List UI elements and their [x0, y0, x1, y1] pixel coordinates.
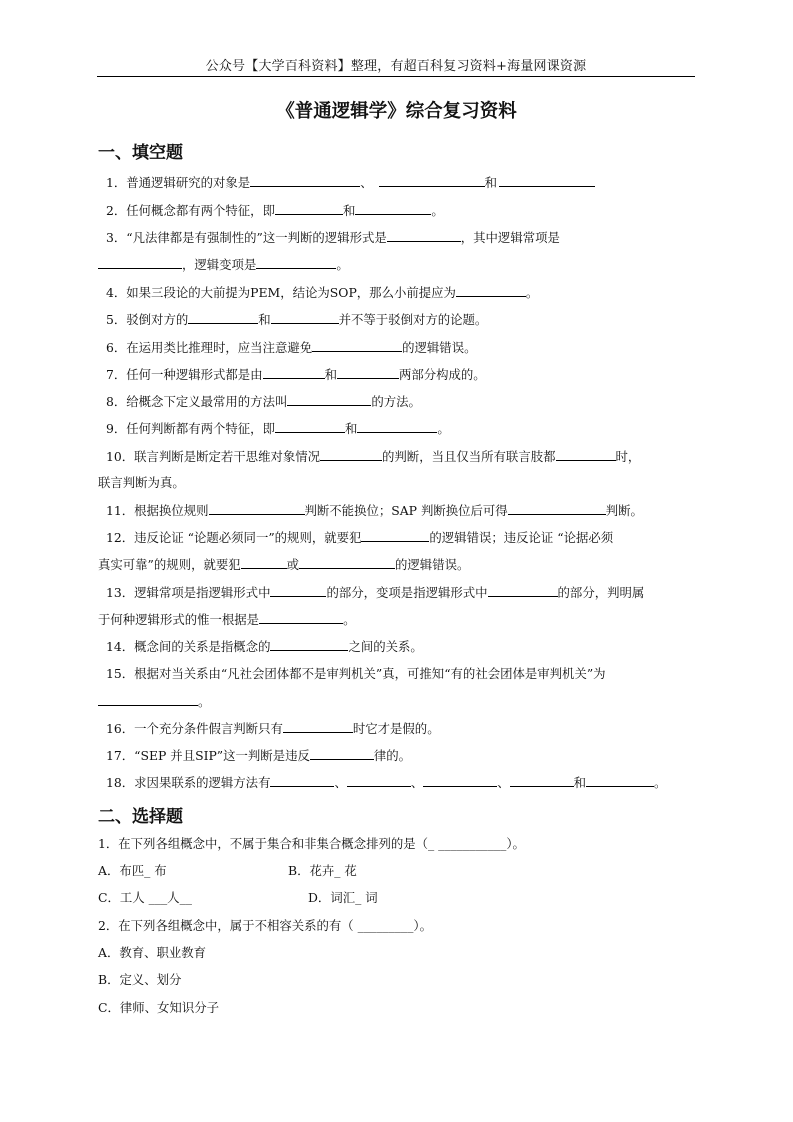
fill-question-9: 9．任何判断都有两个特征，即 和 。	[106, 421, 450, 436]
fill-question-13: 13．逻辑常项是指逻辑形式中 的部分，变项是指逻辑形式中 的部分，判明属	[106, 585, 645, 600]
answer-blank	[499, 174, 595, 187]
choice-question-1: 1．在下列各组概念中，不属于集合和非集合概念排列的是（_ ___________）。	[98, 836, 525, 851]
document-title: 《普通逻辑学》综合复习资料	[276, 101, 517, 122]
answer-blank	[320, 448, 382, 461]
answer-blank	[312, 339, 402, 352]
answer-blank	[209, 502, 305, 515]
section-heading-fill: 一、填空题	[98, 143, 183, 163]
fill-question-15: 15．根据对当关系由“凡社会团体都不是审判机关”真，可推知“有的社会团体是审判机关”为	[106, 666, 606, 681]
answer-blank	[270, 774, 334, 787]
fill-question-5: 5．驳倒对方的 和 并不等于驳倒对方的论题。	[106, 312, 488, 327]
fill-question-6: 6．在运用类比推理时，应当注意避免 的逻辑错误。	[106, 340, 477, 355]
answer-blank	[188, 311, 258, 324]
option-c: C．工人 ___人__	[98, 890, 192, 905]
answer-blank	[270, 584, 326, 597]
answer-blank	[355, 202, 431, 215]
answer-blank	[361, 529, 429, 542]
option-c: C．律师、女知识分子	[98, 1000, 219, 1015]
answer-blank	[423, 774, 497, 787]
answer-blank	[256, 256, 336, 269]
answer-blank	[287, 393, 371, 406]
fill-question-7: 7．任何一种逻辑形式都是由 和 两部分构成的。	[106, 367, 486, 382]
fill-question-15-cont: 。	[98, 693, 696, 710]
answer-blank	[98, 256, 182, 269]
choice-question-2: 2．在下列各组概念中，属于不相容关系的有（ _________）。	[98, 918, 432, 933]
answer-blank	[271, 311, 339, 324]
fill-question-18: 18．求因果联系的逻辑方法有 、 、 、 和 。	[106, 775, 667, 790]
answer-blank	[310, 747, 374, 760]
option-d: D．词汇_ 词	[308, 890, 378, 905]
answer-blank	[357, 420, 437, 433]
answer-blank	[299, 556, 395, 569]
answer-blank	[263, 366, 325, 379]
answer-blank	[98, 693, 198, 706]
fill-question-3-cont: ，逻辑变项是 。	[98, 256, 696, 273]
fill-question-13-cont: 于何种逻辑形式的惟一根据是 。	[98, 612, 356, 627]
answer-blank	[510, 774, 574, 787]
answer-blank	[556, 448, 616, 461]
fill-question-11: 11．根据换位规则 判断不能换位；SAP 判断换位后可得 判断。	[106, 503, 643, 518]
fill-question-8: 8．给概念下定义最常用的方法叫 的方法。	[106, 394, 421, 409]
answer-blank	[283, 720, 353, 733]
answer-blank	[456, 284, 526, 297]
fill-question-12-cont: 真实可靠”的规则，就要犯 或 的逻辑错误。	[98, 557, 470, 572]
answer-blank	[508, 502, 606, 515]
fill-question-16: 16．一个充分条件假言判断只有 时它才是假的。	[106, 721, 440, 736]
answer-blank	[488, 584, 558, 597]
section-heading-choice: 二、选择题	[98, 807, 183, 827]
choice-question-1-options-cd	[98, 890, 696, 906]
fill-question-2: 2．任何概念都有两个特征，即 和 。	[106, 203, 444, 218]
answer-blank	[337, 366, 399, 379]
fill-question-1: 1．普通逻辑研究的对象是 、 和	[106, 174, 704, 191]
answer-blank	[241, 556, 287, 569]
choice-question-1-options-ab	[98, 863, 696, 879]
option-a: A．教育、职业教育	[98, 945, 207, 960]
option-b: B．定义、划分	[98, 972, 182, 987]
fill-question-12: 12．违反论证 “论题必须同一”的规则，就要犯 的逻辑错误；违反论证 “论据必须	[106, 530, 614, 545]
answer-blank	[259, 611, 343, 624]
answer-blank	[270, 638, 348, 651]
answer-blank	[379, 174, 485, 187]
answer-blank	[275, 202, 343, 215]
page-header: 公众号【大学百科资料】整理，有超百科复习资料+海量网课资源	[205, 59, 587, 74]
answer-blank	[347, 774, 411, 787]
fill-question-10: 10．联言判断是断定若干思维对象情况 的判断，当且仅当所有联言肢都 时，	[106, 449, 641, 464]
answer-blank	[275, 420, 345, 433]
answer-blank	[250, 174, 360, 187]
fill-question-17: 17．“SEP 并且SIP”这一判断是违反 律的。	[106, 748, 412, 763]
fill-question-4: 4．如果三段论的大前提为PEM，结论为SOP，那么小前提应为 。	[106, 285, 539, 300]
fill-question-10-cont: 联言判断为真。	[98, 475, 185, 490]
answer-blank	[586, 774, 654, 787]
header-rule	[97, 76, 695, 77]
option-a: A．布匹_ 布	[98, 863, 167, 878]
fill-question-3: 3．“凡法律都是有强制性的”这一判断的逻辑形式是 ，其中逻辑常项是	[106, 230, 560, 245]
answer-blank	[387, 229, 461, 242]
option-b: B．花卉_ 花	[288, 863, 357, 878]
fill-question-14: 14．概念间的关系是指概念的 之间的关系。	[106, 639, 423, 654]
